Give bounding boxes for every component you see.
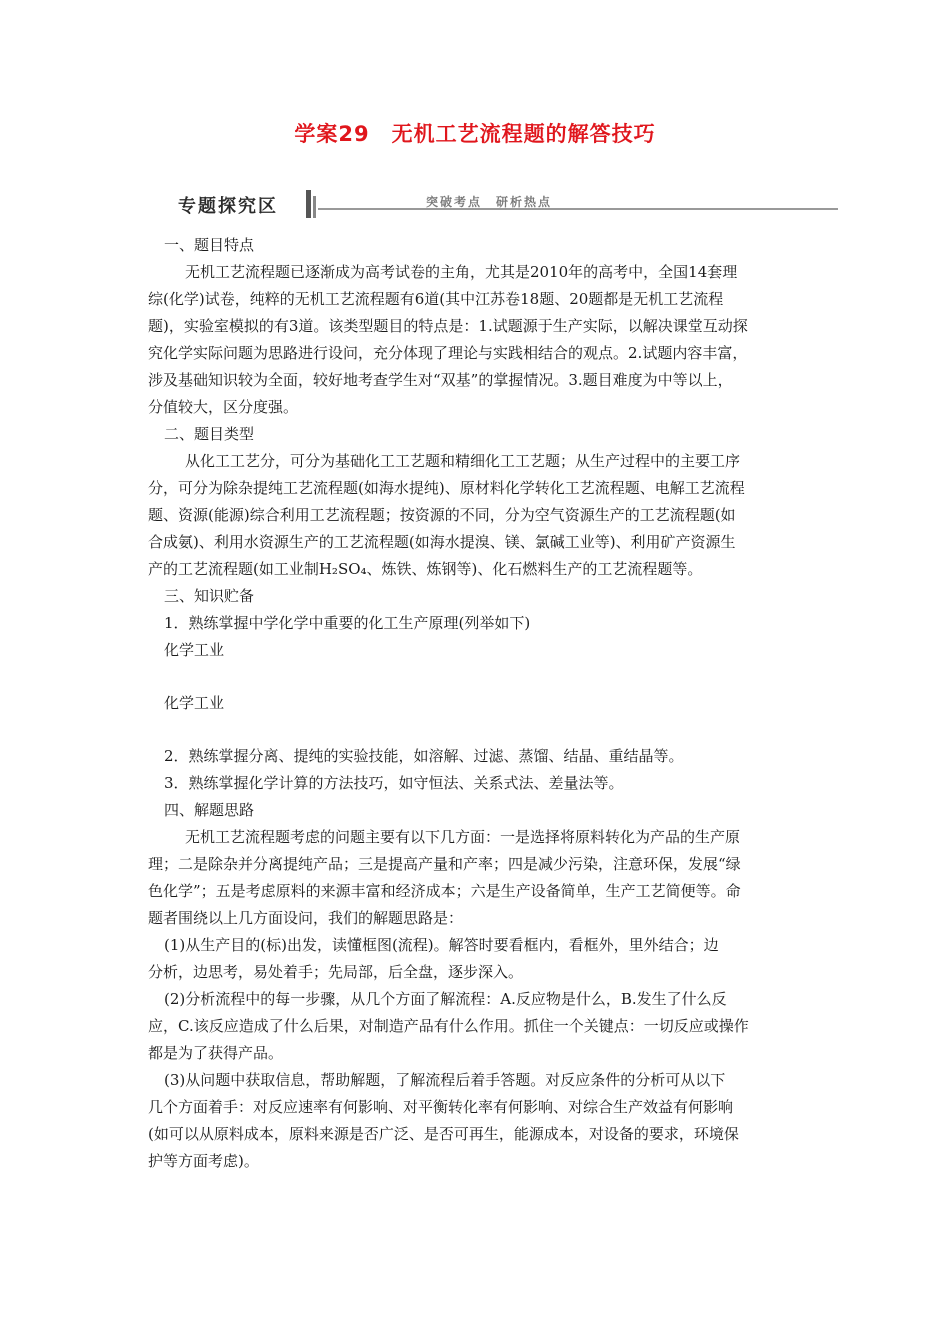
text-line: 应，C.该反应造成了什么后果，对制造产品有什么作用。抓住一个关键点：一切反应或操作 — [148, 1017, 749, 1035]
text-line: 题、资源(能源)综合利用工艺流程题；按资源的不同，分为空气资源生产的工艺流程题(如 — [148, 506, 736, 524]
blank-line — [148, 664, 814, 690]
banner-rule — [318, 208, 838, 210]
text-line: 2．熟练掌握分离、提纯的实验技能，如溶解、过滤、蒸馏、结晶、重结晶等。 — [164, 747, 684, 765]
text-line: 二、题目类型 — [164, 425, 255, 443]
page-title: 学案29 无机工艺流程题的解答技巧 — [294, 122, 656, 146]
text-line: 分析，边思考，易处着手；先局部，后全盘，逐步深入。 — [148, 963, 524, 981]
text-line: 三、知识贮备 — [164, 587, 255, 605]
blank-line — [148, 717, 814, 743]
text-line: 1．熟练掌握中学化学中重要的化工生产原理(列举如下) — [164, 614, 531, 632]
text-line: (如可以从原料成本，原料来源是否广泛、是否可再生，能源成本，对设备的要求，环境保 — [148, 1125, 739, 1143]
text-line: 无机工艺流程题考虑的问题主要有以下几方面：一是选择将原料转化为产品的生产原 — [185, 828, 741, 846]
text-line: 涉及基础知识较为全面，较好地考查学生对“双基”的掌握情况。3.题目难度为中等以上， — [148, 371, 733, 389]
banner-label: 专题探究区 — [178, 196, 278, 217]
text-line: 分值较大，区分度强。 — [148, 398, 299, 416]
banner-subtitle: 突破考点 研析热点 — [426, 195, 553, 209]
text-line: 究化学实际问题为思路进行设问，充分体现了理论与实践相结合的观点。2.试题内容丰富， — [148, 344, 748, 362]
body-text — [148, 232, 814, 1175]
text-line: 无机工艺流程题已逐渐成为高考试卷的主角，尤其是2010年的高考中，全国14套理 — [185, 263, 738, 281]
text-line: 从化工工艺分，可分为基础化工工艺题和精细化工工艺题；从生产过程中的主要工序 — [185, 452, 741, 470]
text-line: 都是为了获得产品。 — [148, 1044, 284, 1062]
text-line: 一、题目特点 — [164, 236, 255, 254]
banner-divider — [306, 190, 311, 218]
text-line: 化学工业 — [164, 694, 225, 712]
text-line: 化学工业 — [164, 641, 225, 659]
text-line: (2)分析流程中的每一步骤，从几个方面了解流程：A.反应物是什么，B.发生了什么反 — [164, 990, 727, 1008]
text-line: 四、解题思路 — [164, 801, 255, 819]
text-line: 护等方面考虑)。 — [148, 1152, 259, 1170]
text-line: (3)从问题中获取信息，帮助解题，了解流程后着手答题。对反应条件的分析可从以下 — [164, 1071, 726, 1089]
text-line: 产的工艺流程题(如工业制H₂SO₄、炼铁、炼钢等)、化石燃料生产的工艺流程题等。 — [148, 560, 703, 578]
text-line: 色化学”；五是考虑原料的来源丰富和经济成本；六是生产设备简单，生产工艺简便等。命 — [148, 882, 741, 900]
text-line: 合成氨)、利用水资源生产的工艺流程题(如海水提溴、镁、氯碱工业等)、利用矿产资源生 — [148, 533, 736, 551]
section-banner — [172, 190, 838, 222]
text-line: 3．熟练掌握化学计算的方法技巧，如守恒法、关系式法、差量法等。 — [164, 774, 624, 792]
text-line: 分，可分为除杂提纯工艺流程题(如海水提纯)、原材料化学转化工艺流程题、电解工艺流程 — [148, 479, 745, 497]
text-line: 综(化学)试卷，纯粹的无机工艺流程题有6道(其中江苏卷18题、20题都是无机工艺流程 — [148, 290, 724, 308]
text-line: 题)，实验室模拟的有3道。该类型题目的特点是：1.试题源于生产实际，以解决课堂互动探 — [148, 317, 748, 335]
text-line: 题者围绕以上几方面设问，我们的解题思路是： — [148, 909, 464, 927]
banner-divider-secondary — [313, 196, 316, 218]
text-line: (1)从生产目的(标)出发，读懂框图(流程)。解答时要看框内，看框外，里外结合；边 — [164, 936, 719, 954]
text-line: 几个方面着手：对反应速率有何影响、对平衡转化率有何影响、对综合生产效益有何影响 — [148, 1098, 734, 1116]
text-line: 理；二是除杂并分离提纯产品；三是提高产量和产率；四是减少污染，注意环保，发展“绿 — [148, 855, 741, 873]
